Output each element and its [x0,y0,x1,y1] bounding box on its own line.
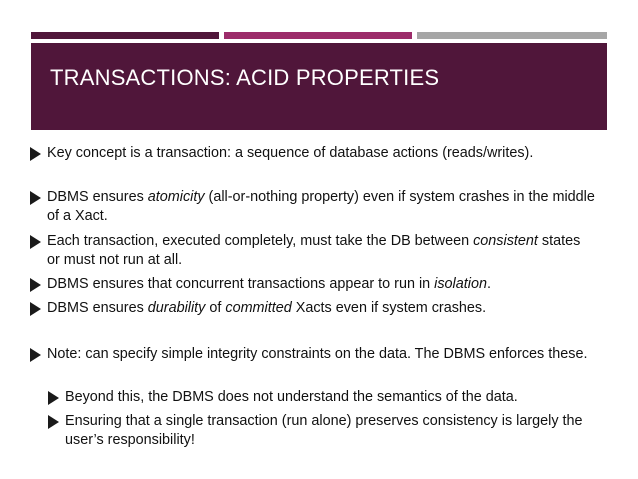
sub-bullet-text: Beyond this, the DBMS does not understand the semantics of the data. [65,389,518,405]
bullet-isolation [30,275,595,294]
bullet-arrow-icon [30,348,41,362]
bullet-consistency [30,232,595,270]
bullet-arrow-icon [30,278,41,292]
bullet-arrow-icon [30,191,41,205]
sub-bullet-text: Ensuring that a single transaction (run alone) preserves consistency is largely the user’s responsibility! [65,413,583,448]
bullet-key-concept [30,144,595,163]
bullet-note [30,345,595,364]
bullet-text: DBMS ensures that concurrent transactions appear to run in isolation. [47,276,491,292]
bullet-arrow-icon [48,415,59,429]
bullet-text: DBMS ensures atomicity (all-or-nothing property) even if system crashes in the middle of a Xact. [47,189,595,224]
bullet-durability [30,299,595,318]
sub-bullet-responsibility [48,412,593,450]
slide-title: TRANSACTIONS: ACID PROPERTIES [50,65,440,90]
bullet-arrow-icon [30,302,41,316]
bullet-text: Each transaction, executed completely, must take the DB between consistent states or must not run at all. [47,233,581,268]
sub-bullet-semantics [48,388,593,407]
bullet-arrow-icon [30,235,41,249]
bullet-text: DBMS ensures durability of committed Xacts even if system crashes. [47,300,487,316]
bullet-arrow-icon [48,391,59,405]
bullet-text: Key concept is a transaction: a sequence of database actions (reads/writes). [47,145,534,161]
bullet-atomicity [30,188,595,226]
bullet-text: Note: can specify simple integrity constraints on the data. The DBMS enforces these. [47,346,588,362]
bullet-arrow-icon [30,147,41,161]
